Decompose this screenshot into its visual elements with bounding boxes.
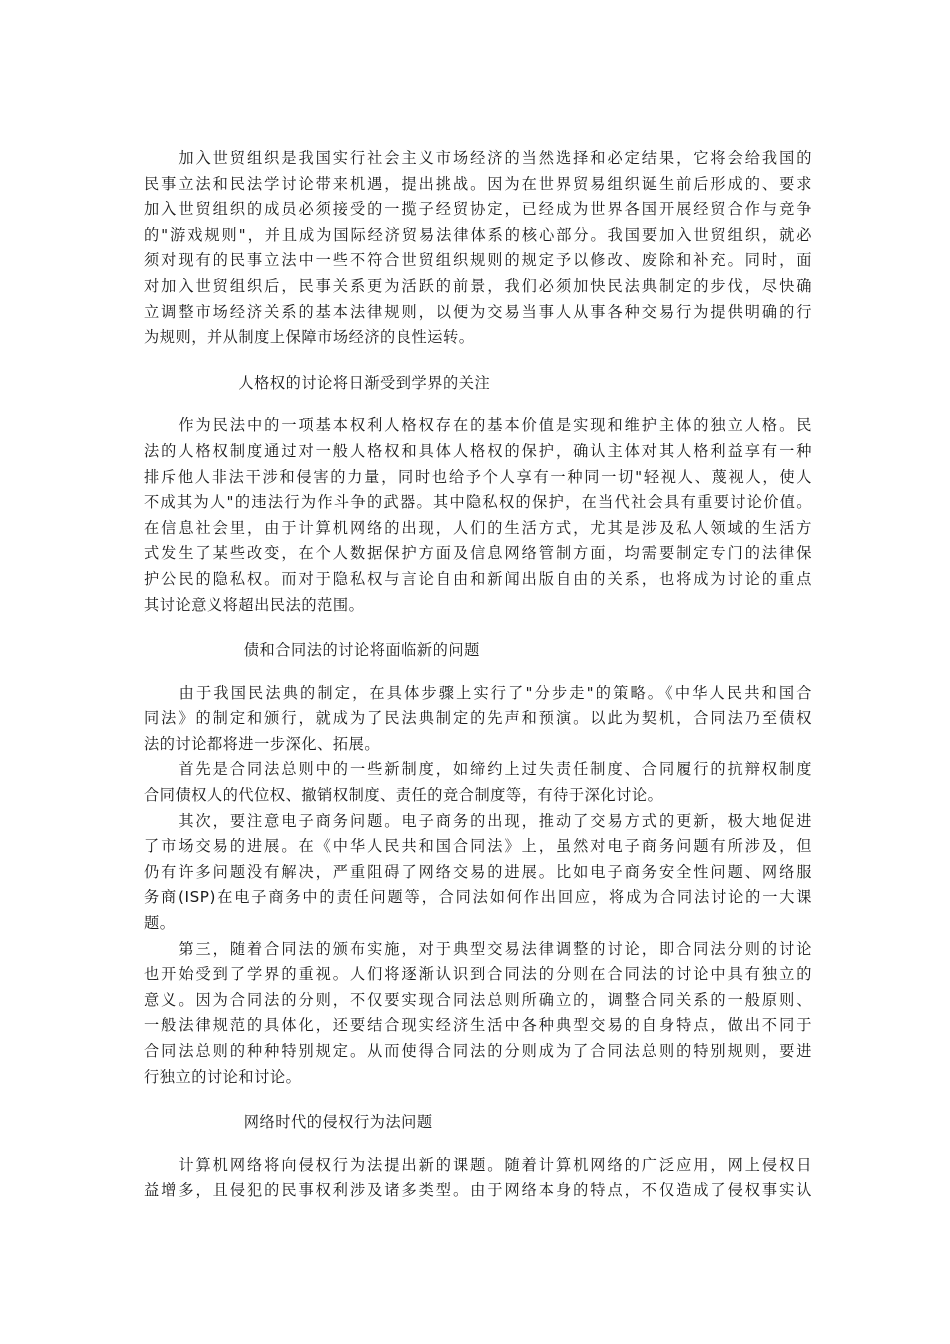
paragraph bbox=[144, 937, 812, 1091]
text-line: 一般法律规范的具体化，还要结合现实经济生活中各种典型交易的自身特点，做出不同于 bbox=[144, 1016, 812, 1035]
text-line: 合同债权人的代位权、撤销权制度、责任的竞合制度等，有待于深化讨论。 bbox=[144, 786, 664, 805]
paragraph bbox=[144, 413, 812, 618]
text-line: 的"游戏规则"，并且成为国际经济贸易法律体系的核心部分。我国要加入世贸组织，就必 bbox=[144, 225, 812, 244]
text-line: 了市场交易的进展。在《中华人民共和国合同法》上，虽然对电子商务问题有所涉及，但 bbox=[144, 837, 812, 856]
text-line: 法的人格权制度通过对一般人格权和具体人格权的保护，确认主体对其人格利益享有一种 bbox=[144, 441, 812, 460]
paragraph bbox=[144, 809, 812, 937]
section-personality-rights bbox=[144, 371, 812, 618]
text-line: 为规则，并从制度上保障市场经济的良性运转。 bbox=[144, 328, 475, 347]
text-line: 益增多，且侵犯的民事权利涉及诸多类型。由于网络本身的特点，不仅造成了侵权事实认 bbox=[144, 1181, 812, 1200]
text-line: 须对现有的民事立法中一些不符合世贸组织规则的规定予以修改、废除和补充。同时，面 bbox=[144, 251, 812, 270]
text-line: 立调整市场经济关系的基本法律规则，以便为交易当事人从事各种交易行为提供明确的行 bbox=[144, 302, 812, 321]
text-line: 合同法总则的种种特别规定。从而使得合同法的分则成为了合同法总则的特别规则，要进 bbox=[144, 1042, 812, 1060]
text-line: 也开始受到了学界的重视。人们将逐渐认识到合同法的分则在合同法的讨论中具有独立的 bbox=[144, 965, 812, 984]
paragraph bbox=[144, 757, 812, 808]
section-heading: 人格权的讨论将日渐受到学界的关注 bbox=[144, 373, 491, 392]
text-line: 在信息社会里，由于计算机网络的出现，人们的生活方式，尤其是涉及私人领域的生活方 bbox=[144, 518, 812, 537]
text-line: 行独立的讨论和讨论。 bbox=[144, 1067, 302, 1086]
text-line: 加入世贸组织的成员必须接受的一揽子经贸协定，已经成为世界各国开展经贸合作与竞争 bbox=[144, 200, 812, 219]
text-line: 排斥他人非法干涉和侵害的力量，同时也给予个人享有一种同一切"轻视人、蔑视人，使人 bbox=[144, 467, 812, 486]
text-line: 法的讨论都将进一步深化、拓展。 bbox=[144, 734, 381, 753]
text-line: 其讨论意义将超出民法的范围。 bbox=[144, 595, 365, 614]
text-line: 同法》的制定和颁行，就成为了民法典制定的先声和预演。以此为契机，合同法乃至债权 bbox=[144, 709, 812, 728]
paragraph bbox=[144, 681, 812, 758]
text-line: 护公民的隐私权。而对于隐私权与言论自由和新闻出版自由的关系，也将成为讨论的重点 bbox=[144, 569, 812, 588]
text-line: 仍有许多问题没有解决，严重阻碍了网络交易的进展。比如电子商务安全性问题、网络服 bbox=[144, 862, 812, 881]
text-line: 首先是合同法总则中的一些新制度，如缔约上过失责任制度、合同履行的抗辩权制度 bbox=[144, 760, 812, 779]
intro-section bbox=[144, 146, 812, 351]
text-line: 对加入世贸组织后，民事关系更为活跃的前景，我们必须加快民法典制定的步伐，尽快确 bbox=[144, 276, 812, 295]
section-heading: 债和合同法的讨论将面临新的问题 bbox=[144, 641, 480, 660]
text-line: 务商(ISP)在电子商务中的责任问题等，合同法如何作出回应，将成为合同法讨论的一大课 bbox=[144, 888, 812, 907]
section-tort-law bbox=[144, 1110, 812, 1204]
text-line: 式发生了某些改变，在个人数据保护方面及信息网络管制方面，均需要制定专门的法律保 bbox=[144, 544, 812, 563]
paragraph bbox=[144, 1153, 812, 1204]
text-line: 其次，要注意电子商务问题。电子商务的出现，推动了交易方式的更新，极大地促进 bbox=[144, 811, 812, 830]
text-line: 不成其为人"的违法行为作斗争的武器。其中隐私权的保护，在当代社会具有重要讨论价值。 bbox=[144, 493, 812, 512]
text-line: 意义。因为合同法的分则，不仅要实现合同法总则所确立的，调整合同关系的一般原则、 bbox=[144, 990, 812, 1009]
text-line: 加入世贸组织是我国实行社会主义市场经济的当然选择和必定结果，它将会给我国的 bbox=[144, 149, 812, 167]
text-line: 作为民法中的一项基本权利人格权存在的基本价值是实现和维护主体的独立人格。民 bbox=[144, 416, 812, 435]
paragraph bbox=[144, 146, 812, 351]
text-line: 由于我国民法典的制定，在具体步骤上实行了"分步走"的策略。《中华人民共和国合 bbox=[144, 683, 812, 702]
section-heading: 网络时代的侵权行为法问题 bbox=[144, 1113, 433, 1132]
text-line: 题。 bbox=[144, 914, 176, 933]
text-line: 第三，随着合同法的颁布实施，对于典型交易法律调整的讨论，即合同法分则的讨论 bbox=[144, 939, 812, 958]
section-contract-law bbox=[144, 638, 812, 1090]
document-page bbox=[144, 146, 812, 1204]
text-line: 计算机网络将向侵权行为法提出新的课题。随着计算机网络的广泛应用，网上侵权日 bbox=[144, 1155, 812, 1174]
text-line: 民事立法和民法学讨论带来机遇，提出挑战。因为在世界贸易组织诞生前后形成的、要求 bbox=[144, 174, 812, 193]
